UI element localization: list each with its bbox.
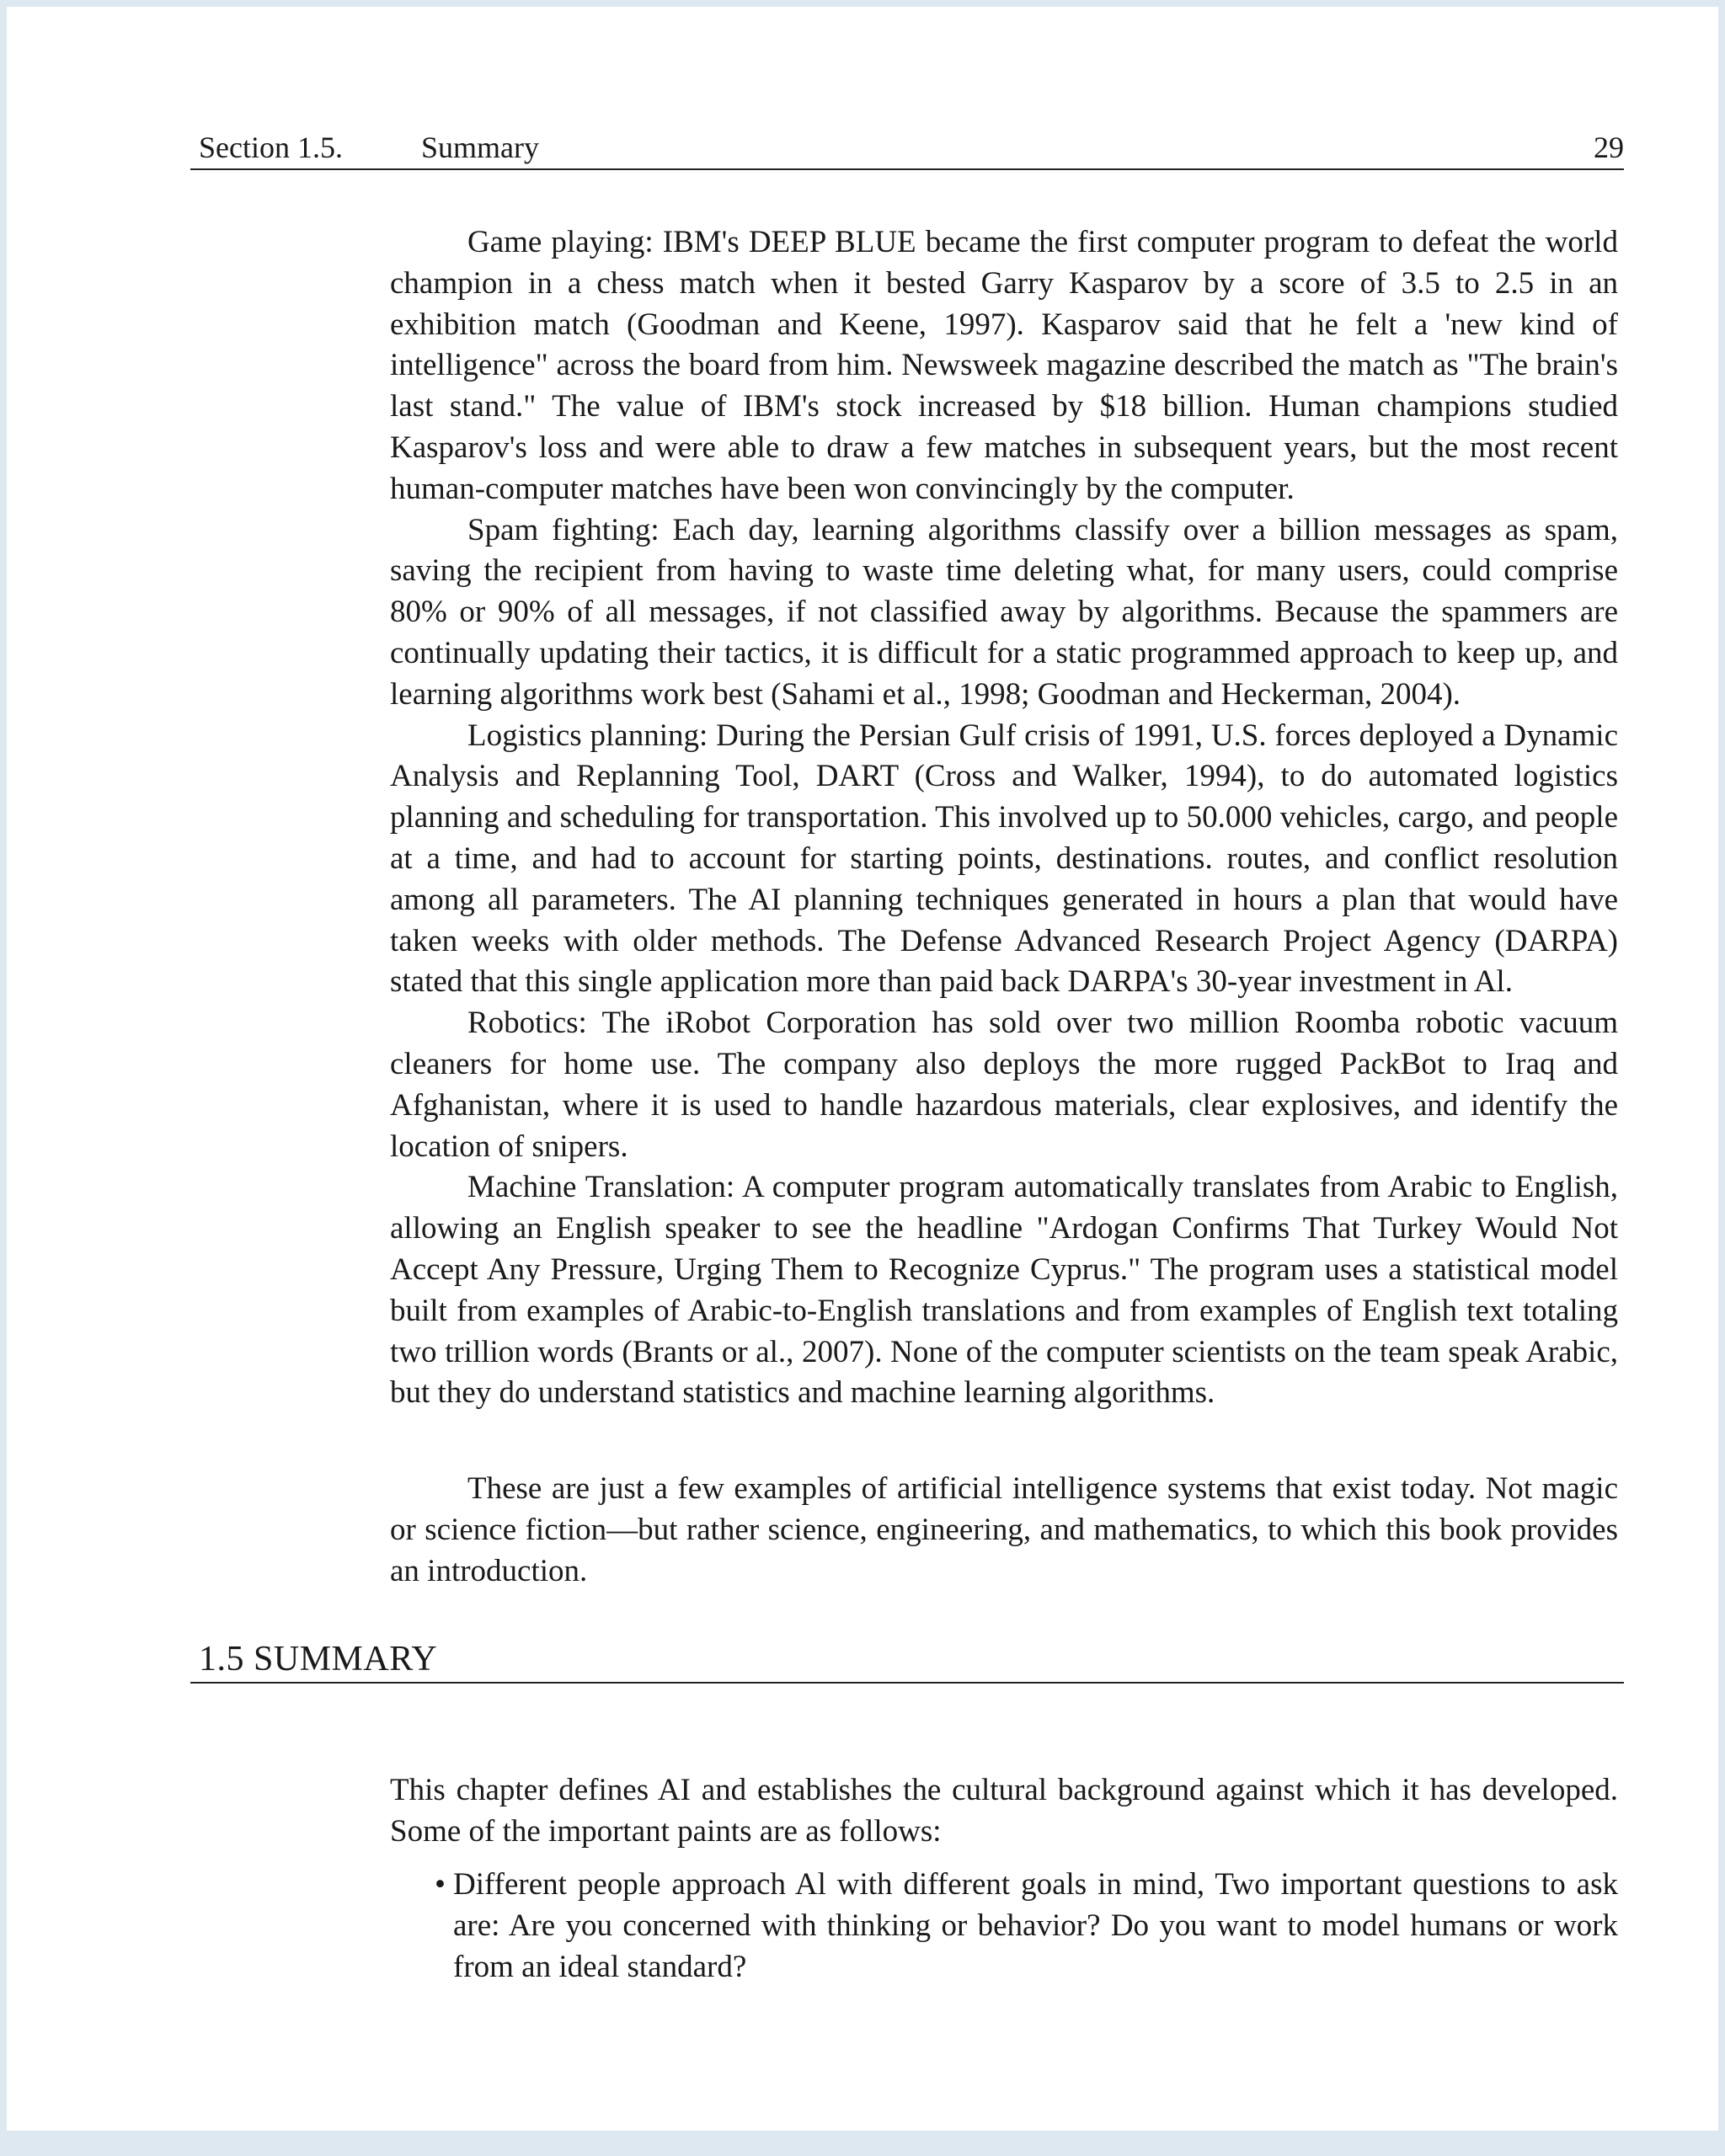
paragraph-machine-translation: Machine Translation: A computer program automatically translates from Arabic to English, allowing an English speaker to see the headline "Ardogan Confirms That Turkey Would Not Accept Any Pressure, Urging Them to Recognize Cyprus." The program uses a statistical model built from examples of Arabic-to-English translations and from examples of English text totaling two trillion words (Brants or al., 2007). None of the computer scientists on the team speak Arabic, but they do understand statistics and machine learning algorithms. [390, 1170, 1618, 1411]
paragraph-logistics-planning: Logistics planning: During the Persian Gulf crisis of 1991, U.S. forces deployed a Dynamic Analysis and Replanning Tool, DART (Cross and Walker, 1994), to do automated logistics planning and scheduling for transportation. This involved up to 50.000 vehicles, cargo, and people at a time, and had to account for starting points, destinations. routes, and conflict resolution among all parameters. The AI planning techniques generated in hours a plan that would have taken weeks with older methods. The Defense Advanced Research Project Agency (DARPA) stated that this single application more than paid back DARPA's 30-year investment in Al. [390, 718, 1618, 1000]
paragraph-robotics: Robotics: The iRobot Corporation has sold over two million Roomba robotic vacuum cleaners for home use. The company also deploys the more rugged PackBot to Iraq and Afghanistan, where it is used to handle hazardous materials, clear explosives, and identify the location of snipers. [390, 1006, 1618, 1164]
header-section-label: Section 1.5. [199, 131, 343, 164]
paragraph-spam-fighting: Spam fighting: Each day, learning algorithms classify over a billion messages as spam, saving the recipient from having to waste time deleting what, for many users, could comprise 80% or 90% of all messages, if not classified away by algorithms. Because the spammers are continually updating their tactics, it is difficult for a static programmed approach to keep up, and learning algorithms work best (Sahami et al., 1998; Goodman and Heckerman, 2004). [390, 512, 1618, 712]
book-page [7, 7, 1718, 2131]
paragraph-game-playing: Game playing: IBM's DEEP BLUE became the first computer program to defeat the world champion in a chess match when it bested Garry Kasparov by a score of 3.5 to 2.5 in an exhibition match (Goodman and Keene, 1997). Kasparov said that he felt a 'new kind of intelligence" across the board from him. Newsweek magazine described the match as "The brain's last stand." The value of IBM's stock increased by $18 billion. Human champions studied Kasparov's loss and were able to draw a few matches in subsequent years, but the most recent human-computer matches have been won convincingly by the computer. [390, 225, 1618, 506]
summary-intro: This chapter defines AI and establishes the cultural background against which it has developed. Some of the important paints are as follows: [390, 1773, 1618, 1849]
bullet-text: Different people approach Al with different goals in mind, Two important questions to ask are: Are you concerned with thinking or behavior? Do you want to model humans or work from an ideal standard? [453, 1867, 1618, 1984]
running-header [190, 125, 1624, 170]
section-heading [190, 1636, 1624, 1684]
section-heading-text: 1.5 SUMMARY [199, 1640, 438, 1678]
bullet-list-item [435, 1865, 1618, 1988]
header-section-title: Summary [421, 131, 539, 164]
page-number: 29 [1594, 131, 1624, 164]
paragraph-closing: These are just a few examples of artificial intelligence systems that exist today. Not magic or science fiction—but rather science, engineering, and mathematics, to which this book provides an introduction. [390, 1471, 1618, 1588]
examples-text [390, 222, 1618, 1414]
bullet-marker: • [435, 1867, 446, 1902]
closing-text [390, 1469, 1618, 1592]
